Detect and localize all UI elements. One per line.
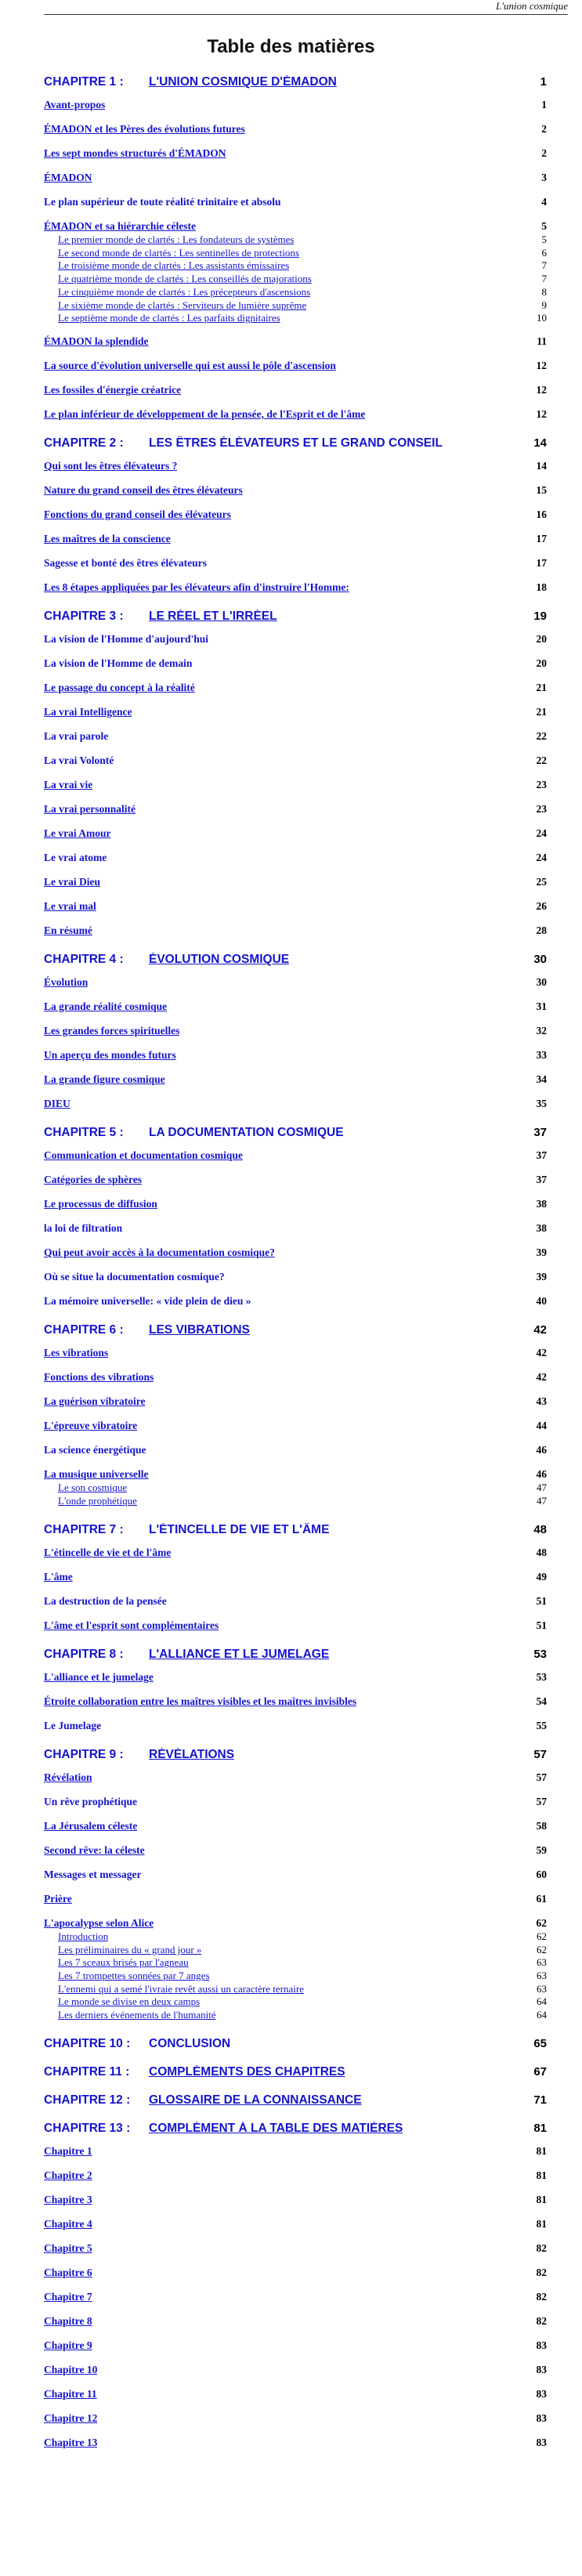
toc-entry-title[interactable]: Les fossiles d'énergie créatrice	[44, 384, 182, 396]
chapter-title: CONCLUSION	[149, 2037, 231, 2051]
toc-page-number: 49	[536, 1570, 547, 1583]
toc-entry-title[interactable]	[44, 1523, 329, 1537]
toc-entry-title[interactable]: Qui peut avoir accès à la documentation cosmique?	[44, 1246, 275, 1259]
toc-entry-title[interactable]: ÉMADON et les Pères des évolutions futures	[44, 123, 245, 135]
toc-entry-title[interactable]: La Jérusalem céleste	[44, 1819, 138, 1832]
toc-entry-title[interactable]: Fonctions du grand conseil des élévateurs	[44, 508, 231, 521]
toc-entry-title[interactable]: Un rêve prophétique	[44, 1795, 138, 1807]
toc-entry-title[interactable]: Chapitre 9	[44, 2339, 92, 2352]
toc-page-number: 48	[536, 1546, 547, 1558]
toc-entry-title[interactable]: Le passage du concept à la réalité	[44, 682, 195, 694]
toc-entry-title[interactable]: Chapitre 8	[44, 2315, 92, 2328]
toc-entry-title[interactable]: La vrai parole	[44, 730, 109, 743]
toc-page-number: 14	[533, 436, 547, 450]
toc-entry-title[interactable]	[44, 2122, 403, 2136]
chapter-title: LA DOCUMENTATION COSMIQUE	[149, 1126, 344, 1140]
toc-page-number: 63	[537, 1982, 547, 1995]
toc-entry-title[interactable]: Les maîtres de la conscience	[44, 533, 171, 545]
toc-page-number: 62	[537, 1943, 547, 1956]
toc-page-number: 37	[536, 1149, 547, 1162]
toc-page-number: 12	[536, 360, 547, 372]
toc-entry-title[interactable]: Sagesse et bonté des êtres élévateurs	[44, 557, 207, 570]
toc-page-number: 17	[536, 557, 547, 570]
toc-page-number: 44	[536, 1420, 547, 1432]
running-header: L'union cosmique	[496, 0, 568, 12]
toc-page-number: 83	[536, 2339, 547, 2352]
toc-page-number: 57	[536, 1771, 547, 1783]
toc-entry-title[interactable]: ÉMADON et sa hiérarchie céleste	[44, 220, 196, 232]
toc-page-number: 59	[536, 1843, 547, 1856]
toc-page-number: 42	[536, 1347, 547, 1359]
toc-page-number: 64	[537, 2009, 547, 2021]
toc-page-number: 71	[533, 2093, 547, 2107]
toc-page-number: 10	[537, 312, 547, 324]
toc-entry-title[interactable]: La musique universelle	[44, 1468, 149, 1481]
chapter-title: COMPLÉMENTS DES CHAPITRES	[149, 2065, 345, 2079]
toc-page-number: 43	[536, 1395, 547, 1408]
toc-page-number: 54	[536, 1695, 547, 1707]
toc-page-number: 83	[536, 2437, 547, 2449]
toc-page-number: 58	[536, 1819, 547, 1832]
toc-entry-title[interactable]: Introduction	[58, 1930, 109, 1942]
toc-page-number: 37	[533, 1126, 547, 1140]
toc-entry-title[interactable]: L'alliance et le jumelage	[44, 1670, 154, 1683]
chapter-title: LE RÉEL ET L'IRRÉEL	[149, 610, 277, 624]
toc-entry-title[interactable]: Chapitre 10	[44, 2364, 98, 2376]
toc-page-number: 81	[536, 2169, 547, 2182]
toc-entry-title[interactable]: Qui sont les êtres élévateurs ?	[44, 460, 178, 472]
toc-entry-title[interactable]	[44, 1748, 234, 1762]
chapter-title: COMPLÉMENT À LA TABLE DES MATIÈRES	[149, 2122, 403, 2136]
toc-entry-title[interactable]: Le Jumelage	[44, 1719, 102, 1731]
header-rule	[44, 14, 568, 15]
toc-entry-title[interactable]: L'âme	[44, 1570, 73, 1583]
toc-entry-title[interactable]: Étroite collaboration entre les maîtres visibles et les maîtres invisibles	[44, 1695, 357, 1707]
chapter-number: CHAPITRE 9 :	[44, 1747, 124, 1761]
toc-page-number: 1	[541, 99, 547, 110]
toc-page-number: 8	[541, 285, 547, 298]
toc-page-number: 5	[541, 220, 547, 232]
toc-entry-title[interactable]: La science énergétique	[44, 1444, 146, 1456]
toc-page-number: 61	[536, 1892, 547, 1905]
toc-page-number: 1	[540, 75, 547, 89]
chapter-number: CHAPITRE 2 :	[44, 436, 124, 450]
toc-entry-title[interactable]: Prière	[44, 1892, 72, 1905]
toc-page-number: 46	[536, 1468, 547, 1481]
toc-page-number: 12	[536, 384, 547, 396]
toc-entry-title[interactable]: Le vrai Dieu	[44, 876, 100, 888]
chapter-number: CHAPITRE 11 :	[44, 2065, 130, 2079]
toc-page-number: 51	[536, 1594, 547, 1607]
toc-entry-title[interactable]: DIEU	[44, 1098, 70, 1110]
toc-entry-title[interactable]: Où se situe la documentation cosmique?	[44, 1271, 225, 1283]
toc-page-number: 81	[533, 2122, 547, 2136]
toc-page-number: 57	[536, 1795, 547, 1807]
toc-entry-title[interactable]: La vrai Intelligence	[44, 706, 132, 718]
toc-entry-title[interactable]: Le sixième monde de clartés : Serviteurs de lumière suprême	[58, 298, 307, 311]
toc-page-number: 60	[536, 1868, 547, 1880]
toc-entry-title[interactable]: Le son cosmique	[58, 1482, 128, 1494]
toc-page-number: 24	[536, 827, 547, 840]
toc-page-number: 47	[537, 1482, 547, 1494]
toc-page-number: 7	[541, 259, 547, 272]
chapter-number: CHAPITRE 3 :	[44, 610, 124, 624]
toc-entry-title[interactable]: Le second monde de clartés : Les sentinelles de protections	[58, 246, 299, 259]
toc-page-number: 7	[541, 273, 547, 285]
toc-entry-title[interactable]: Catégories de sphères	[44, 1174, 142, 1186]
toc-page-number: 34	[536, 1073, 547, 1086]
toc-page-number: 39	[536, 1246, 547, 1259]
toc-entry-title[interactable]: La source d'évolution universelle qui est aussi le pôle d'ascension	[44, 360, 336, 372]
chapter-number: CHAPITRE 10 :	[44, 2037, 131, 2051]
toc-entry-title[interactable]	[44, 1648, 329, 1662]
toc-page-number: 62	[537, 1930, 547, 1942]
toc-page-number: 63	[537, 1970, 547, 1981]
toc-entry-title[interactable]: Nature du grand conseil des êtres élévateurs	[44, 484, 243, 497]
toc-entry-title[interactable]: Communication et documentation cosmique	[44, 1149, 243, 1162]
toc-entry-title[interactable]	[44, 1126, 344, 1140]
toc-page-number: 3	[541, 172, 547, 183]
toc-entry-title[interactable]: Les vibrations	[44, 1347, 109, 1359]
toc-entry-title[interactable]	[44, 1323, 250, 1337]
toc-entry-title[interactable]: Second rêve: la céleste	[44, 1843, 145, 1856]
toc-page-number: 48	[533, 1522, 547, 1536]
toc-page-number: 5	[541, 233, 547, 245]
toc-entry-title[interactable]: Chapitre 7	[44, 2291, 92, 2303]
toc-entry-title[interactable]: Le vrai Amour	[44, 827, 111, 840]
toc-page-number: 46	[536, 1444, 547, 1456]
toc-entry-title[interactable]: La vision de l'Homme d'aujourd'hui	[44, 633, 209, 646]
toc-entry-title[interactable]: L'étincelle de vie et de l'âme	[44, 1546, 172, 1558]
toc-entry-title[interactable]: Chapitre 4	[44, 2218, 92, 2230]
toc-entry-title[interactable]: Les préliminaires du « grand jour »	[58, 1943, 202, 1956]
toc-page-number: 16	[536, 508, 547, 521]
toc-entry-title[interactable]: Le monde se divise en deux camps	[58, 1995, 201, 2008]
toc-page-number: 53	[533, 1647, 547, 1661]
toc-page-number: 22	[536, 754, 547, 767]
toc-page-number: 32	[536, 1025, 547, 1037]
toc-entry-title[interactable]: La vrai vie	[44, 779, 93, 791]
toc-entry-title[interactable]: En résumé	[44, 924, 92, 937]
toc-page-number: 67	[533, 2065, 547, 2079]
toc-page-number: 81	[536, 2145, 547, 2158]
toc-page-number: 62	[536, 1916, 547, 1929]
toc-page-number: 55	[536, 1719, 547, 1731]
chapter-title: L'UNION COSMIQUE D'ÉMADON	[149, 75, 337, 89]
toc-entry-title[interactable]: Les 7 trompettes sonnées par 7 anges	[58, 1970, 210, 1981]
toc-entry-title[interactable]: Le plan inférieur de développement de la pensée, de l'Esprit et de l'âme	[44, 408, 366, 421]
chapter-number: CHAPITRE 6 :	[44, 1323, 124, 1337]
chapter-title: L'ÉTINCELLE DE VIE ET L'ÂME	[149, 1522, 330, 1536]
toc-entry-title[interactable]: Chapitre 13	[44, 2437, 98, 2449]
toc-page-number: 2	[541, 147, 547, 159]
toc-page-number: 37	[536, 1174, 547, 1186]
toc-page-number: 35	[536, 1098, 547, 1110]
toc-entry-title[interactable]	[44, 610, 277, 624]
toc-page-number: 51	[536, 1619, 547, 1631]
toc-page-number: 82	[536, 2315, 547, 2328]
toc-page-number: 14	[536, 460, 547, 472]
toc-page-number: 81	[536, 2194, 547, 2206]
toc-page-number: 9	[541, 298, 547, 311]
toc-page-number: 6	[541, 246, 547, 259]
toc-entry-title[interactable]: Les grandes forces spirituelles	[44, 1025, 180, 1037]
toc-entry-title[interactable]: Les sept mondes structurés d'ÉMADON	[44, 147, 226, 159]
toc-entry-title[interactable]	[44, 2093, 362, 2107]
toc-entry-title[interactable]: Les derniers événements de l'humanité	[58, 2009, 216, 2021]
toc-entry-title[interactable]: Chapitre 2	[44, 2169, 92, 2182]
toc-entry-title[interactable]	[44, 75, 337, 89]
toc-page-number: 38	[536, 1198, 547, 1210]
toc-entry-title[interactable]: Chapitre 6	[44, 2267, 92, 2279]
chapter-number: CHAPITRE 7 :	[44, 1522, 124, 1536]
chapter-number: CHAPITRE 8 :	[44, 1647, 124, 1661]
chapter-number: CHAPITRE 13 :	[44, 2122, 131, 2136]
toc-page-number: 31	[536, 1000, 547, 1013]
toc-entry-title[interactable]: Le cinquième monde de clartés : Les précepteurs d'ascensions	[58, 285, 311, 298]
toc-page-number: 33	[536, 1049, 547, 1062]
toc-page-number: 83	[536, 2364, 547, 2376]
toc-entry-title[interactable]: Chapitre 5	[44, 2242, 92, 2255]
toc-entry-title[interactable]: Le quatrième monde de clartés : Les conseillés de majorations	[58, 273, 312, 285]
toc-entry-title[interactable]: L'ennemi qui a semé l'ivraie revêt aussi un caractère ternaire	[58, 1982, 304, 1995]
toc-entry-title[interactable]: Le premier monde de clartés : Les fondateurs de systèmes	[58, 233, 295, 245]
toc-entry-title[interactable]: Les 8 étapes appliquées par les élévateurs afin d'instruire l'Homme:	[44, 581, 349, 594]
toc-page-number: 47	[537, 1494, 547, 1507]
toc-page-number: 38	[536, 1222, 547, 1235]
toc-page-number: 81	[536, 2218, 547, 2230]
toc-page-number: 15	[536, 484, 547, 497]
toc-entry-title[interactable]	[44, 436, 443, 450]
toc-entry-title[interactable]	[44, 953, 289, 967]
toc-page-number: 39	[536, 1271, 547, 1283]
toc-page-number: 65	[533, 2037, 547, 2051]
toc-entry-title[interactable]: Avant-propos	[44, 99, 106, 110]
toc-page-number: 26	[536, 900, 547, 913]
toc-entry-title[interactable]: Révélation	[44, 1771, 92, 1783]
toc-page-number: 30	[533, 953, 547, 967]
chapter-title: LES ÊTRES ÉLÉVATEURS ET LE GRAND CONSEIL	[149, 436, 443, 450]
toc-entry-title[interactable]: La grande réalité cosmique	[44, 1000, 168, 1013]
toc-entry-title[interactable]: Chapitre 3	[44, 2194, 92, 2206]
chapter-title: RÉVÉLATIONS	[149, 1747, 235, 1761]
toc-page-number: 28	[536, 924, 547, 937]
toc-page-number: 11	[537, 335, 547, 348]
toc-entry-title[interactable]: ÉMADON la splendide	[44, 335, 149, 348]
chapter-title: L'ALLIANCE ET LE JUMELAGE	[149, 1647, 330, 1661]
toc-entry-title[interactable]: L'épreuve vibratoire	[44, 1420, 138, 1432]
toc-page-number: 19	[533, 610, 547, 624]
toc-page-number: 23	[536, 803, 547, 816]
toc-page-number: 63	[537, 1956, 547, 1969]
toc-entry-title[interactable]: L'âme et l'esprit sont complémentaires	[44, 1619, 219, 1631]
chapter-title: ÉVOLUTION COSMIQUE	[149, 953, 290, 967]
toc-page-number: 17	[536, 533, 547, 545]
toc-page-number: 2	[541, 123, 547, 135]
toc-page-number: 82	[536, 2291, 547, 2303]
toc-page-number: 53	[536, 1670, 547, 1683]
toc-entry-title[interactable]: Un aperçu des mondes futurs	[44, 1049, 176, 1062]
toc-page-number: 64	[537, 1995, 547, 2008]
toc-page-number: 30	[536, 976, 547, 989]
toc-entry-title[interactable]: La mémoire universelle: « vide plein de dieu »	[44, 1295, 251, 1308]
toc-page-number: 21	[536, 706, 547, 718]
toc-page-number: 4	[541, 196, 547, 208]
toc-page-number: 12	[536, 408, 547, 421]
chapter-number: CHAPITRE 12 :	[44, 2093, 131, 2107]
toc-page-number: 82	[536, 2267, 547, 2279]
toc-entry-title[interactable]: La guérison vibratoire	[44, 1395, 146, 1408]
toc-entry-title[interactable]: La vrai Volonté	[44, 754, 114, 767]
toc-entry-title[interactable]: L'onde prophétique	[58, 1494, 137, 1507]
chapter-title: GLOSSAIRE DE LA CONNAISSANCE	[149, 2093, 362, 2107]
toc-page-number: 20	[536, 633, 547, 646]
chapter-number: CHAPITRE 4 :	[44, 953, 124, 967]
toc-entry-title[interactable]: La grande figure cosmique	[44, 1073, 165, 1086]
toc-entry-title[interactable]: ÉMADON	[44, 172, 92, 183]
toc-page-number: 25	[536, 876, 547, 888]
toc-entry-title[interactable]: Le vrai atome	[44, 852, 107, 864]
toc-entry-title[interactable]: Fonctions des vibrations	[44, 1371, 154, 1384]
toc-entry-title[interactable]: Le vrai mal	[44, 900, 96, 913]
toc-entry-title[interactable]: Le troisième monde de clartés : Les assistants émissaires	[58, 259, 290, 272]
toc-entry-title[interactable]: La destruction de la pensée	[44, 1594, 167, 1607]
toc-entry-title[interactable]	[44, 2037, 230, 2051]
toc-entry-title[interactable]: Le processus de diffusion	[44, 1198, 157, 1210]
toc-page-number: 20	[536, 657, 547, 670]
toc-entry-title[interactable]: Chapitre 11	[44, 2388, 97, 2401]
page-title: Table des matières	[207, 36, 375, 57]
toc-page-number: 83	[536, 2388, 547, 2401]
toc-entry-title[interactable]: La vrai personnalité	[44, 803, 136, 816]
toc-entry-title[interactable]: la loi de filtration	[44, 1222, 123, 1235]
toc-page-number: 23	[536, 779, 547, 791]
toc-entry-title[interactable]: Chapitre 12	[44, 2412, 98, 2425]
toc-entry-title[interactable]: Chapitre 1	[44, 2145, 92, 2158]
toc-page-number: 83	[536, 2412, 547, 2425]
toc-page-number: 21	[536, 682, 547, 694]
toc-entry-title[interactable]: Les 7 sceaux brisés par l'agneau	[58, 1956, 189, 1969]
chapter-number: CHAPITRE 5 :	[44, 1126, 124, 1140]
toc-page-number: 42	[533, 1323, 547, 1337]
toc-entry-title[interactable]: Messages et messager	[44, 1868, 142, 1880]
chapter-title: LES VIBRATIONS	[149, 1323, 250, 1337]
toc-page-number: 82	[536, 2242, 547, 2255]
toc-page-number: 22	[536, 730, 547, 743]
toc-entry-title[interactable]: Évolution	[44, 976, 89, 989]
toc-page-number: 42	[536, 1371, 547, 1384]
toc-entry-title[interactable]: Le septième monde de clartés : Les parfaits dignitaires	[58, 312, 280, 324]
toc-page-number: 24	[536, 852, 547, 864]
chapter-number: CHAPITRE 1 :	[44, 75, 124, 89]
toc-page-number: 40	[536, 1295, 547, 1308]
toc-entry-title[interactable]	[44, 2065, 345, 2079]
toc-entry-title[interactable]: Le plan supérieur de toute réalité trinitaire et absolu	[44, 196, 281, 208]
toc-entry-title[interactable]: La vision de l'Homme de demain	[44, 657, 193, 670]
toc-page-number: 18	[536, 581, 547, 594]
toc-page-number: 57	[533, 1747, 547, 1761]
toc-entry-title[interactable]: L'apocalypse selon Alice	[44, 1916, 154, 1929]
